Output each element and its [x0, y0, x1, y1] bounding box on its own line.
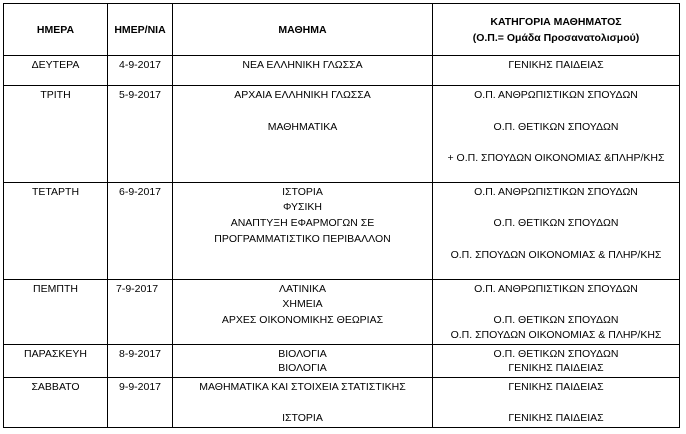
date-cell	[108, 378, 173, 428]
category-line: Ο.Π. ΘΕΤΙΚΩΝ ΣΠΟΥΔΩΝ	[493, 314, 619, 326]
date-label: 9-9-2017	[118, 381, 162, 393]
category-cell	[433, 86, 680, 183]
category-line: Ο.Π. ΑΝΘΡΩΠΙΣΤΙΚΩΝ ΣΠΟΥΔΩΝ	[474, 89, 638, 101]
subject-line: ΙΣΤΟΡΙΑ	[282, 412, 323, 424]
category-line: ΓΕΝΙΚΗΣ ΠΑΙΔΕΙΑΣ	[508, 59, 604, 71]
table-row	[4, 56, 680, 86]
subject-line: ΠΡΟΓΡΑΜΜΑΤΙΣΤΙΚΟ ΠΕΡΙΒΑΛΛΟΝ	[214, 233, 391, 245]
category-cell	[433, 280, 680, 345]
subject-cell	[173, 378, 433, 428]
subject-line: ΒΙΟΛΟΓΙΑ	[278, 362, 327, 374]
date-cell	[108, 280, 173, 345]
category-line: Ο.Π. ΑΝΘΡΩΠΙΣΤΙΚΩΝ ΣΠΟΥΔΩΝ	[474, 283, 638, 295]
date-cell	[108, 345, 173, 378]
header-subject: ΜΑΘΗΜΑ	[173, 4, 433, 56]
table-row	[4, 378, 680, 428]
category-cell	[433, 345, 680, 378]
category-line: Ο.Π. ΑΝΘΡΩΠΙΣΤΙΚΩΝ ΣΠΟΥΔΩΝ	[474, 186, 638, 198]
category-cell	[433, 378, 680, 428]
subject-cell	[173, 86, 433, 183]
category-cell	[433, 56, 680, 86]
category-line: ΓΕΝΙΚΗΣ ΠΑΙΔΕΙΑΣ	[508, 362, 604, 374]
subject-line: ΒΙΟΛΟΓΙΑ	[278, 348, 327, 360]
subject-line: ΜΑΘΗΜΑΤΙΚΑ ΚΑΙ ΣΤΟΙΧΕΙΑ ΣΤΑΤΙΣΤΙΚΗΣ	[199, 381, 406, 393]
date-cell	[108, 183, 173, 280]
category-line: Ο.Π. ΘΕΤΙΚΩΝ ΣΠΟΥΔΩΝ	[493, 121, 619, 133]
table-row	[4, 183, 680, 280]
subject-cell	[173, 56, 433, 86]
subject-line: ΦΥΣΙΚΗ	[282, 201, 323, 213]
subject-cell	[173, 183, 433, 280]
day-cell	[4, 280, 108, 345]
day-label: ΔΕΥΤΕΡΑ	[31, 59, 80, 71]
header-category	[433, 4, 680, 56]
date-label: 5-9-2017	[118, 89, 162, 101]
category-line: Ο.Π. ΘΕΤΙΚΩΝ ΣΠΟΥΔΩΝ	[493, 217, 619, 229]
category-line: Ο.Π. ΣΠΟΥΔΩΝ ΟΙΚΟΝΟΜΙΑΣ & ΠΛΗΡ/ΚΗΣ	[450, 329, 662, 341]
table-row	[4, 280, 680, 345]
header-category-title: ΚΑΤΗΓΟΡΙΑ ΜΑΘΗΜΑΤΟΣ	[490, 15, 622, 28]
subject-cell	[173, 345, 433, 378]
date-cell	[108, 86, 173, 183]
subject-line: ΜΑΘΗΜΑΤΙΚΑ	[267, 121, 338, 133]
day-cell	[4, 345, 108, 378]
header-day: ΗΜΕΡΑ	[4, 4, 108, 56]
exam-schedule-table	[3, 3, 680, 428]
header-date: ΗΜΕΡ/ΝΙΑ	[108, 4, 173, 56]
subject-line: ΧΗΜΕΙΑ	[282, 298, 323, 310]
date-cell	[108, 56, 173, 86]
day-cell	[4, 86, 108, 183]
day-cell	[4, 56, 108, 86]
date-label: 4-9-2017	[118, 59, 162, 71]
day-label: ΠΕΜΠΤΗ	[33, 283, 78, 295]
category-cell	[433, 183, 680, 280]
category-line: + Ο.Π. ΣΠΟΥΔΩΝ ΟΙΚΟΝΟΜΙΑΣ &ΠΛΗΡ/ΚΗΣ	[447, 152, 665, 164]
day-label: ΤΡΙΤΗ	[40, 89, 71, 101]
category-line: Ο.Π. ΘΕΤΙΚΩΝ ΣΠΟΥΔΩΝ	[493, 348, 619, 360]
category-line: ΓΕΝΙΚΗΣ ΠΑΙΔΕΙΑΣ	[508, 412, 604, 424]
day-cell	[4, 378, 108, 428]
subject-line: ΑΡΧΑΙΑ ΕΛΛΗΝΙΚΗ ΓΛΩΣΣΑ	[234, 89, 371, 101]
table-row	[4, 86, 680, 183]
subject-cell	[173, 280, 433, 345]
subject-line: ΝΕΑ ΕΛΛΗΝΙΚΗ ΓΛΩΣΣΑ	[242, 59, 363, 71]
header-category-note: (Ο.Π.= Ομάδα Προσανατολισμού)	[472, 31, 640, 44]
day-label: ΣΑΒΒΑΤΟ	[31, 381, 80, 393]
subject-line: ΑΝΑΠΤΥΞΗ ΕΦΑΡΜΟΓΩΝ ΣΕ	[230, 217, 375, 229]
date-label: 6-9-2017	[118, 186, 162, 198]
category-line: Ο.Π. ΣΠΟΥΔΩΝ ΟΙΚΟΝΟΜΙΑΣ & ΠΛΗΡ/ΚΗΣ	[450, 249, 662, 261]
table-row	[4, 345, 680, 378]
header-row	[4, 4, 680, 56]
subject-line: ΛΑΤΙΝΙΚΑ	[278, 283, 327, 295]
date-label: 7-9-2017	[116, 283, 159, 295]
category-line: ΓΕΝΙΚΗΣ ΠΑΙΔΕΙΑΣ	[508, 381, 604, 393]
day-cell	[4, 183, 108, 280]
day-label: ΠΑΡΑΣΚΕΥΗ	[24, 348, 87, 360]
subject-line: ΑΡΧΕΣ ΟΙΚΟΝΟΜΙΚΗΣ ΘΕΩΡΙΑΣ	[221, 314, 384, 326]
day-label: ΤΕΤΑΡΤΗ	[31, 186, 80, 198]
subject-line: ΙΣΤΟΡΙΑ	[282, 186, 323, 198]
date-label: 8-9-2017	[118, 348, 162, 360]
